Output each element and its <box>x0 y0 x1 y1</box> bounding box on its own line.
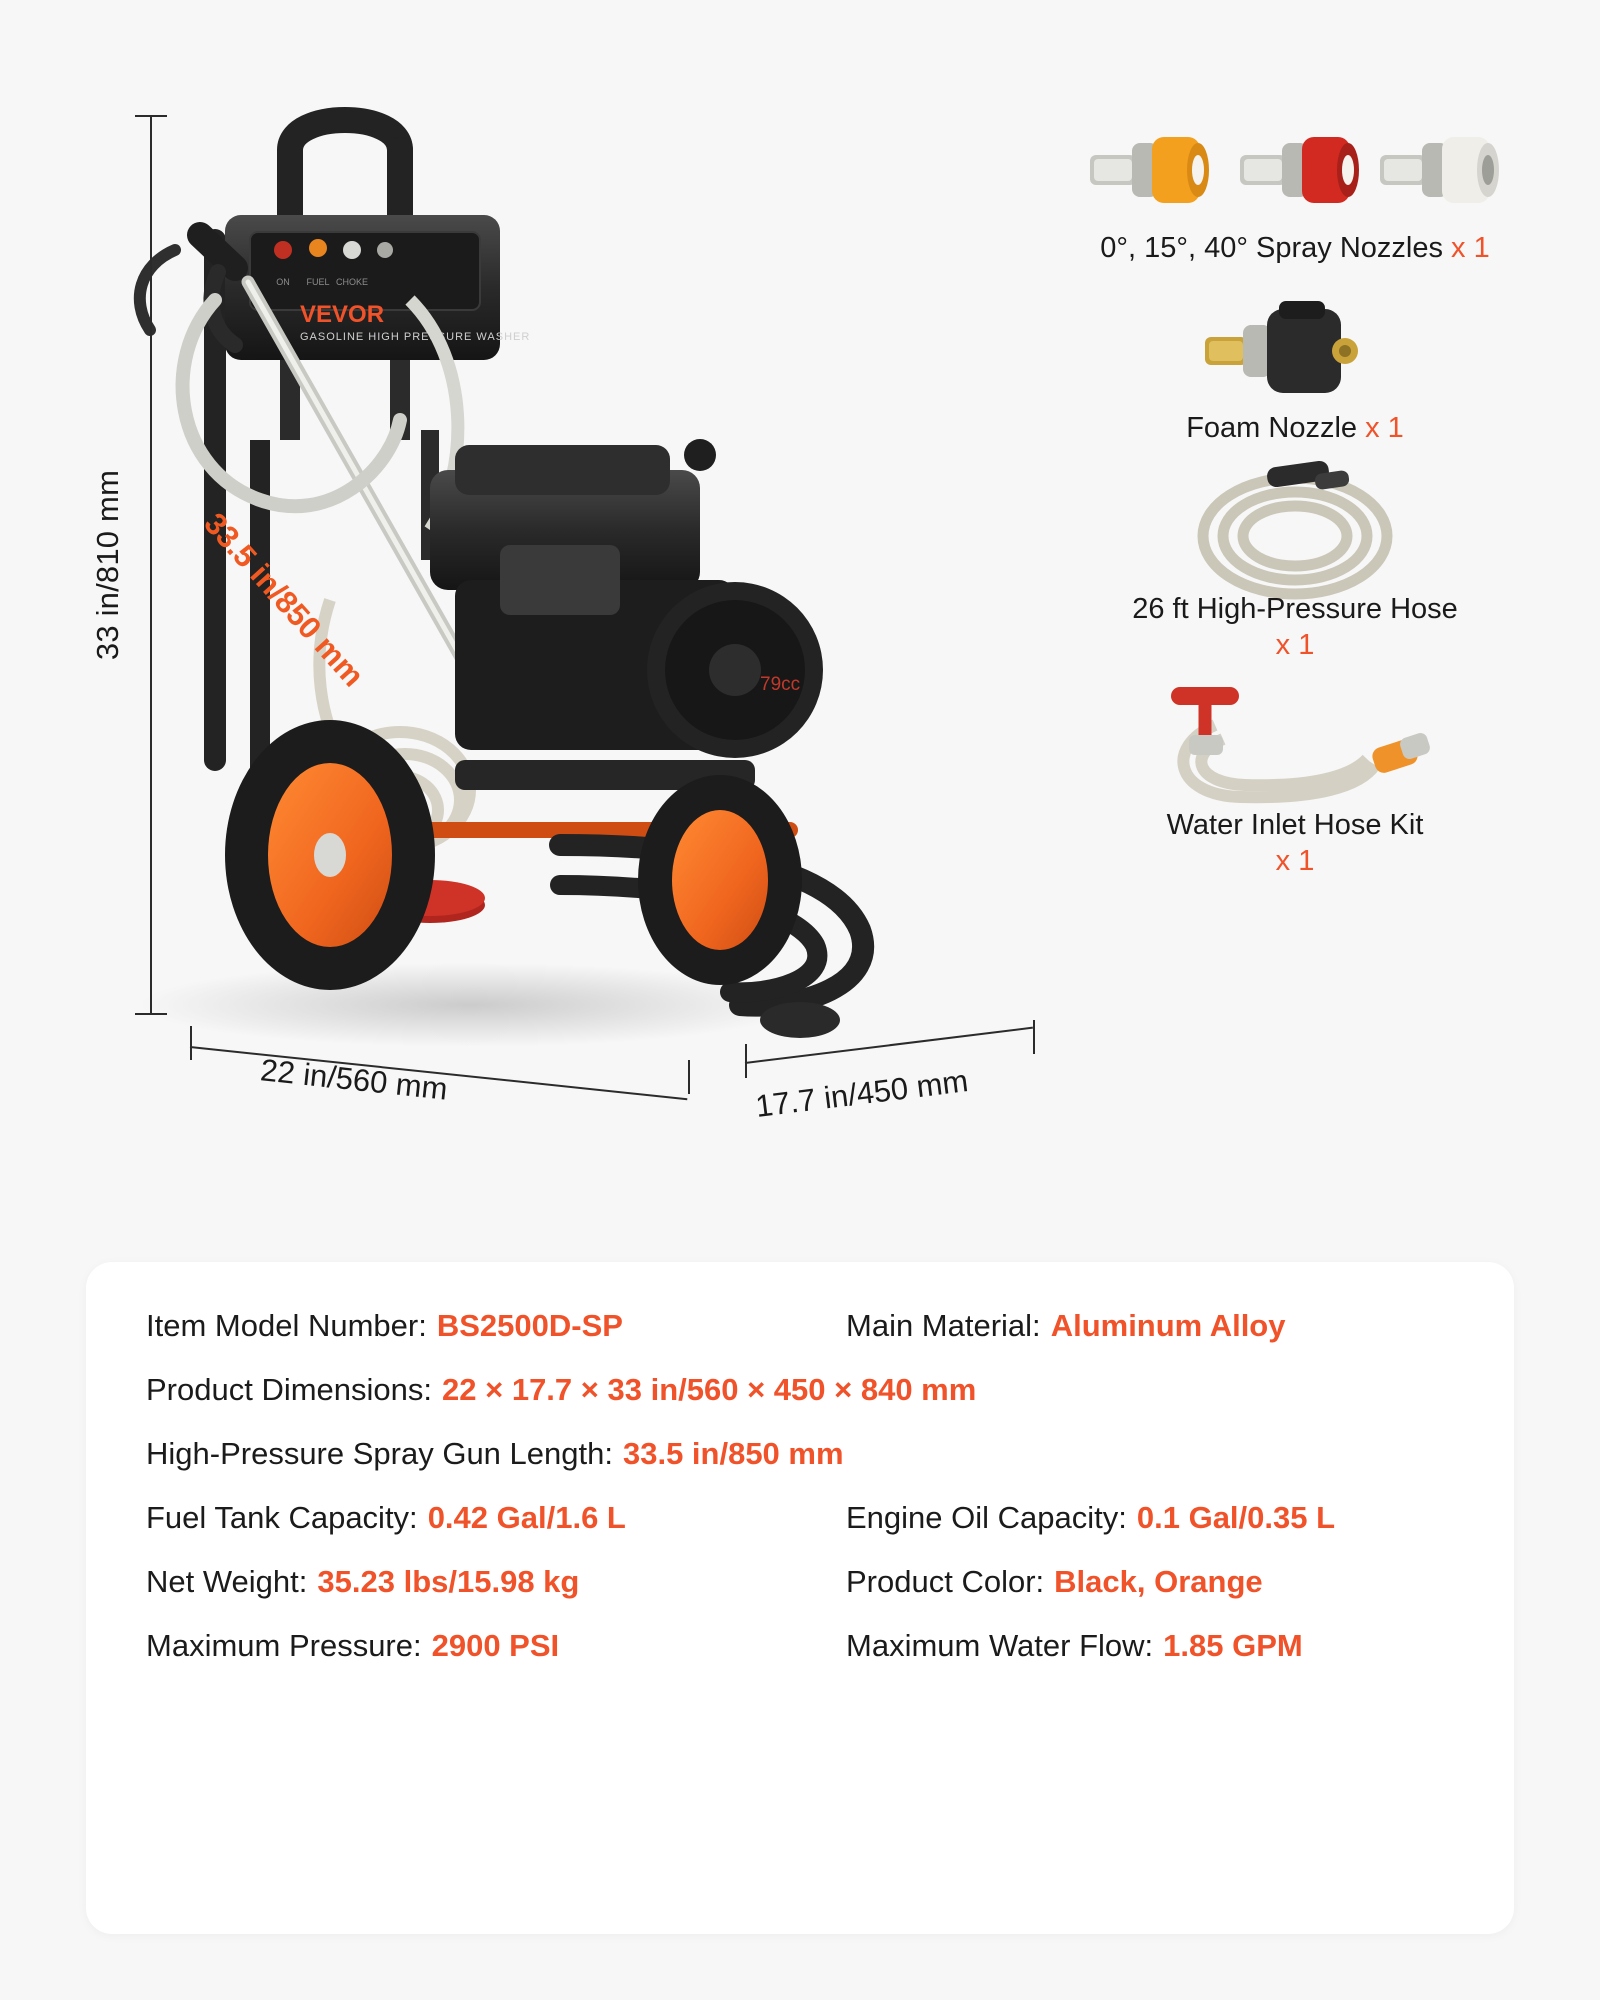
spec-label: Product Dimensions: <box>146 1372 433 1407</box>
product-illustration <box>0 0 1010 1230</box>
spec-row <box>146 1372 1454 1408</box>
svg-text:FUEL: FUEL <box>306 277 330 287</box>
spec-value: Black, Orange <box>1054 1564 1263 1599</box>
spec-value: 1.85 GPM <box>1163 1628 1303 1663</box>
spec-row <box>146 1564 1454 1600</box>
engine-displacement-badge: 79cc <box>760 674 801 695</box>
dimension-width-label: 22 in/560 mm <box>258 1052 450 1107</box>
dimension-depth-label: 17.7 in/450 mm <box>753 1063 970 1124</box>
accessory-list <box>1010 110 1580 904</box>
wheel-right <box>638 775 802 985</box>
spec-cell <box>846 1628 1454 1664</box>
accessory-caption-text: Foam Nozzle <box>1186 412 1366 445</box>
dimension-gun-length-label: 33.5 in/850 mm <box>197 505 371 694</box>
spec-row <box>146 1308 1454 1344</box>
spec-label: Engine Oil Capacity: <box>846 1500 1127 1535</box>
spec-label: Fuel Tank Capacity: <box>146 1500 418 1535</box>
spec-row <box>146 1628 1454 1664</box>
brand-logo: VEVOR <box>300 301 385 328</box>
svg-text:CHOKE: CHOKE <box>335 277 369 287</box>
spec-value: 33.5 in/850 mm <box>622 1436 844 1471</box>
spec-value: 2900 PSI <box>431 1628 560 1663</box>
spec-row <box>146 1500 1454 1536</box>
spec-label: High-Pressure Spray Gun Length: <box>146 1436 613 1471</box>
svg-text:ON: ON <box>276 277 290 287</box>
accessory-item <box>1010 471 1580 664</box>
dimension-height-line <box>150 115 152 1015</box>
dimension-depth-line <box>745 1027 1033 1064</box>
spec-label: Maximum Water Flow: <box>846 1628 1154 1663</box>
dimension-height <box>90 115 195 1015</box>
accessory-caption-text: Water Inlet Hose Kit <box>1166 809 1424 841</box>
specification-card <box>86 1262 1514 1934</box>
spec-value: 0.1 Gal/0.35 L <box>1136 1500 1336 1535</box>
accessory-caption <box>1010 230 1580 266</box>
spec-label: Net Weight: <box>146 1564 308 1599</box>
spec-label: Main Material: <box>846 1308 1041 1343</box>
water-inlet-hose-kit-icon <box>1010 687 1580 807</box>
spec-value: Aluminum Alloy <box>1050 1308 1286 1343</box>
spec-value: 35.23 lbs/15.98 kg <box>317 1564 580 1599</box>
spec-label: Item Model Number: <box>146 1308 427 1343</box>
machine-label: GASOLINE HIGH PRESSURE WASHER <box>300 331 531 343</box>
spec-label: Maximum Pressure: <box>146 1628 422 1663</box>
accessory-qty: x 1 <box>1365 412 1404 445</box>
spec-value: 22 × 17.7 × 33 in/560 × 450 × 840 mm <box>442 1372 977 1407</box>
accessory-caption-text: 26 ft High-Pressure Hose <box>1132 592 1458 625</box>
spec-label: Product Color: <box>846 1564 1045 1599</box>
accessory-qty: x 1 <box>1275 845 1315 878</box>
dimension-width <box>190 1020 690 1110</box>
dimension-width-cap-right <box>688 1060 690 1094</box>
accessory-item <box>1010 687 1580 880</box>
dimension-height-label: 33 in/810 mm <box>90 469 126 661</box>
dimension-height-cap-bottom <box>135 1013 167 1015</box>
high-pressure-hose-icon <box>1010 471 1580 591</box>
spec-cell <box>146 1372 1454 1408</box>
spec-cell <box>146 1308 846 1344</box>
spec-cell <box>146 1628 846 1664</box>
accessory-caption <box>1010 410 1580 446</box>
spec-row <box>146 1436 1454 1472</box>
spec-cell <box>146 1564 846 1600</box>
spec-cell <box>846 1564 1454 1600</box>
dimension-depth <box>745 1020 1035 1124</box>
accessory-caption-text: 0°, 15°, 40° Spray Nozzles <box>1100 232 1452 264</box>
spec-cell <box>846 1308 1454 1344</box>
spec-cell <box>846 1500 1454 1536</box>
spray-nozzles-icon <box>1010 110 1580 230</box>
spec-value: 0.42 Gal/1.6 L <box>427 1500 626 1535</box>
accessory-qty: x 1 <box>1275 628 1315 661</box>
dimension-gun-length <box>197 250 660 930</box>
spec-value: BS2500D-SP <box>436 1308 623 1343</box>
accessory-qty: x 1 <box>1451 232 1490 264</box>
accessory-item <box>1010 110 1580 266</box>
foam-nozzle-icon <box>1010 290 1580 410</box>
spec-cell <box>146 1436 1454 1472</box>
dimension-width-cap-left <box>190 1026 192 1060</box>
dimension-depth-cap-right <box>1033 1020 1035 1054</box>
accessory-caption <box>1010 807 1580 880</box>
spec-cell <box>146 1500 846 1536</box>
accessory-item <box>1010 290 1580 446</box>
accessory-caption <box>1010 591 1580 664</box>
